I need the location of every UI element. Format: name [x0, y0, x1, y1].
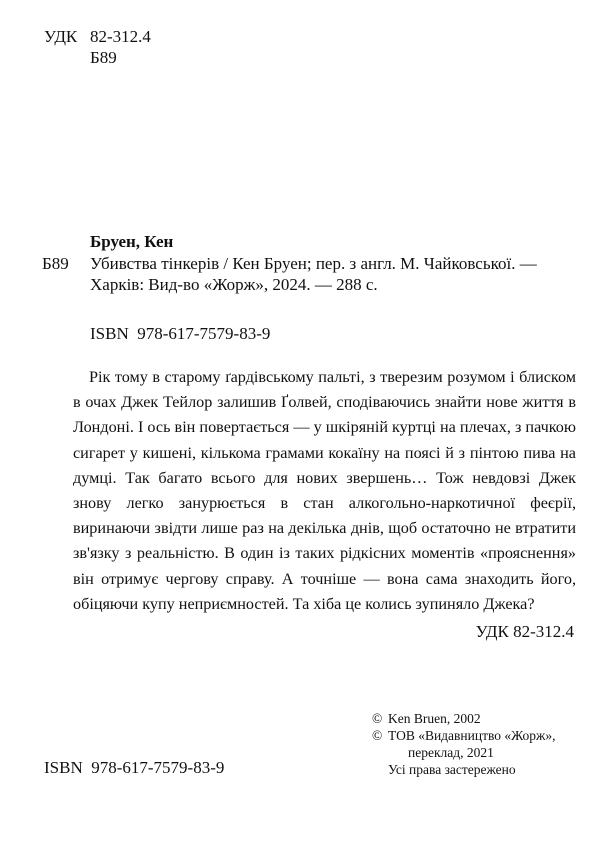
title-line: Убивства тінкерів / Кен Бруен; пер. з англ. М. Чайковської. —: [90, 254, 537, 273]
copyright-line-2: ТОВ «Видавництво «Жорж»,: [388, 728, 556, 743]
isbn-catalog: ISBN 978-617-7579-83-9: [90, 324, 271, 343]
author-mark-top: Б89: [90, 48, 117, 67]
copyright-line-4: Усі права застережено: [388, 762, 516, 777]
copyright-symbol: ©: [372, 711, 383, 726]
copyright-block: [372, 710, 556, 778]
copyright-symbol: ©: [372, 728, 383, 743]
udk-code: 82-312.4: [90, 27, 151, 46]
annotation-text: Рік тому в старому ґардівському пальті, з тверезим розумом і блиском в очах Джек Тейлор залишив Ґолвей, сподіваючись знайти нове життя в Лондоні. І ось він повертається — у шкіряній куртці на плечах, з пачкою сигарет у кишені, кількома грамами кокаїну на поясі й з пінтою пива на думці. Так багато всього для нових звершень… Тож невдовзі Джек знову легко занурюється в стан алкогольно-наркотичної феєрії, виринаючи звідти лише раз на декілька днів, щоб остаточно не втратити зв'язку з реальністю. В один із таких рідкісних моментів «прояснення» він отримує чергову справу. А точніше — вона сама знаходить його, обіцяючи купу неприємностей. Та хіба це колись зупиняло Джека?: [73, 368, 576, 613]
udk-bottom: УДК 82-312.4: [475, 622, 574, 641]
copyright-line-3: переклад, 2021: [408, 745, 494, 760]
catalog-record: [42, 253, 574, 295]
author-heading: Бруен, Кен: [90, 232, 174, 251]
copyright-line-1: Ken Bruen, 2002: [388, 711, 481, 726]
udk-label: УДК: [44, 27, 78, 46]
imprint-line: Харків: Вид-во «Жорж», 2024. — 288 с.: [90, 275, 378, 294]
udk-header: [44, 26, 151, 68]
isbn-bottom: ISBN 978-617-7579-83-9: [44, 758, 225, 777]
author-mark: Б89: [42, 254, 69, 273]
